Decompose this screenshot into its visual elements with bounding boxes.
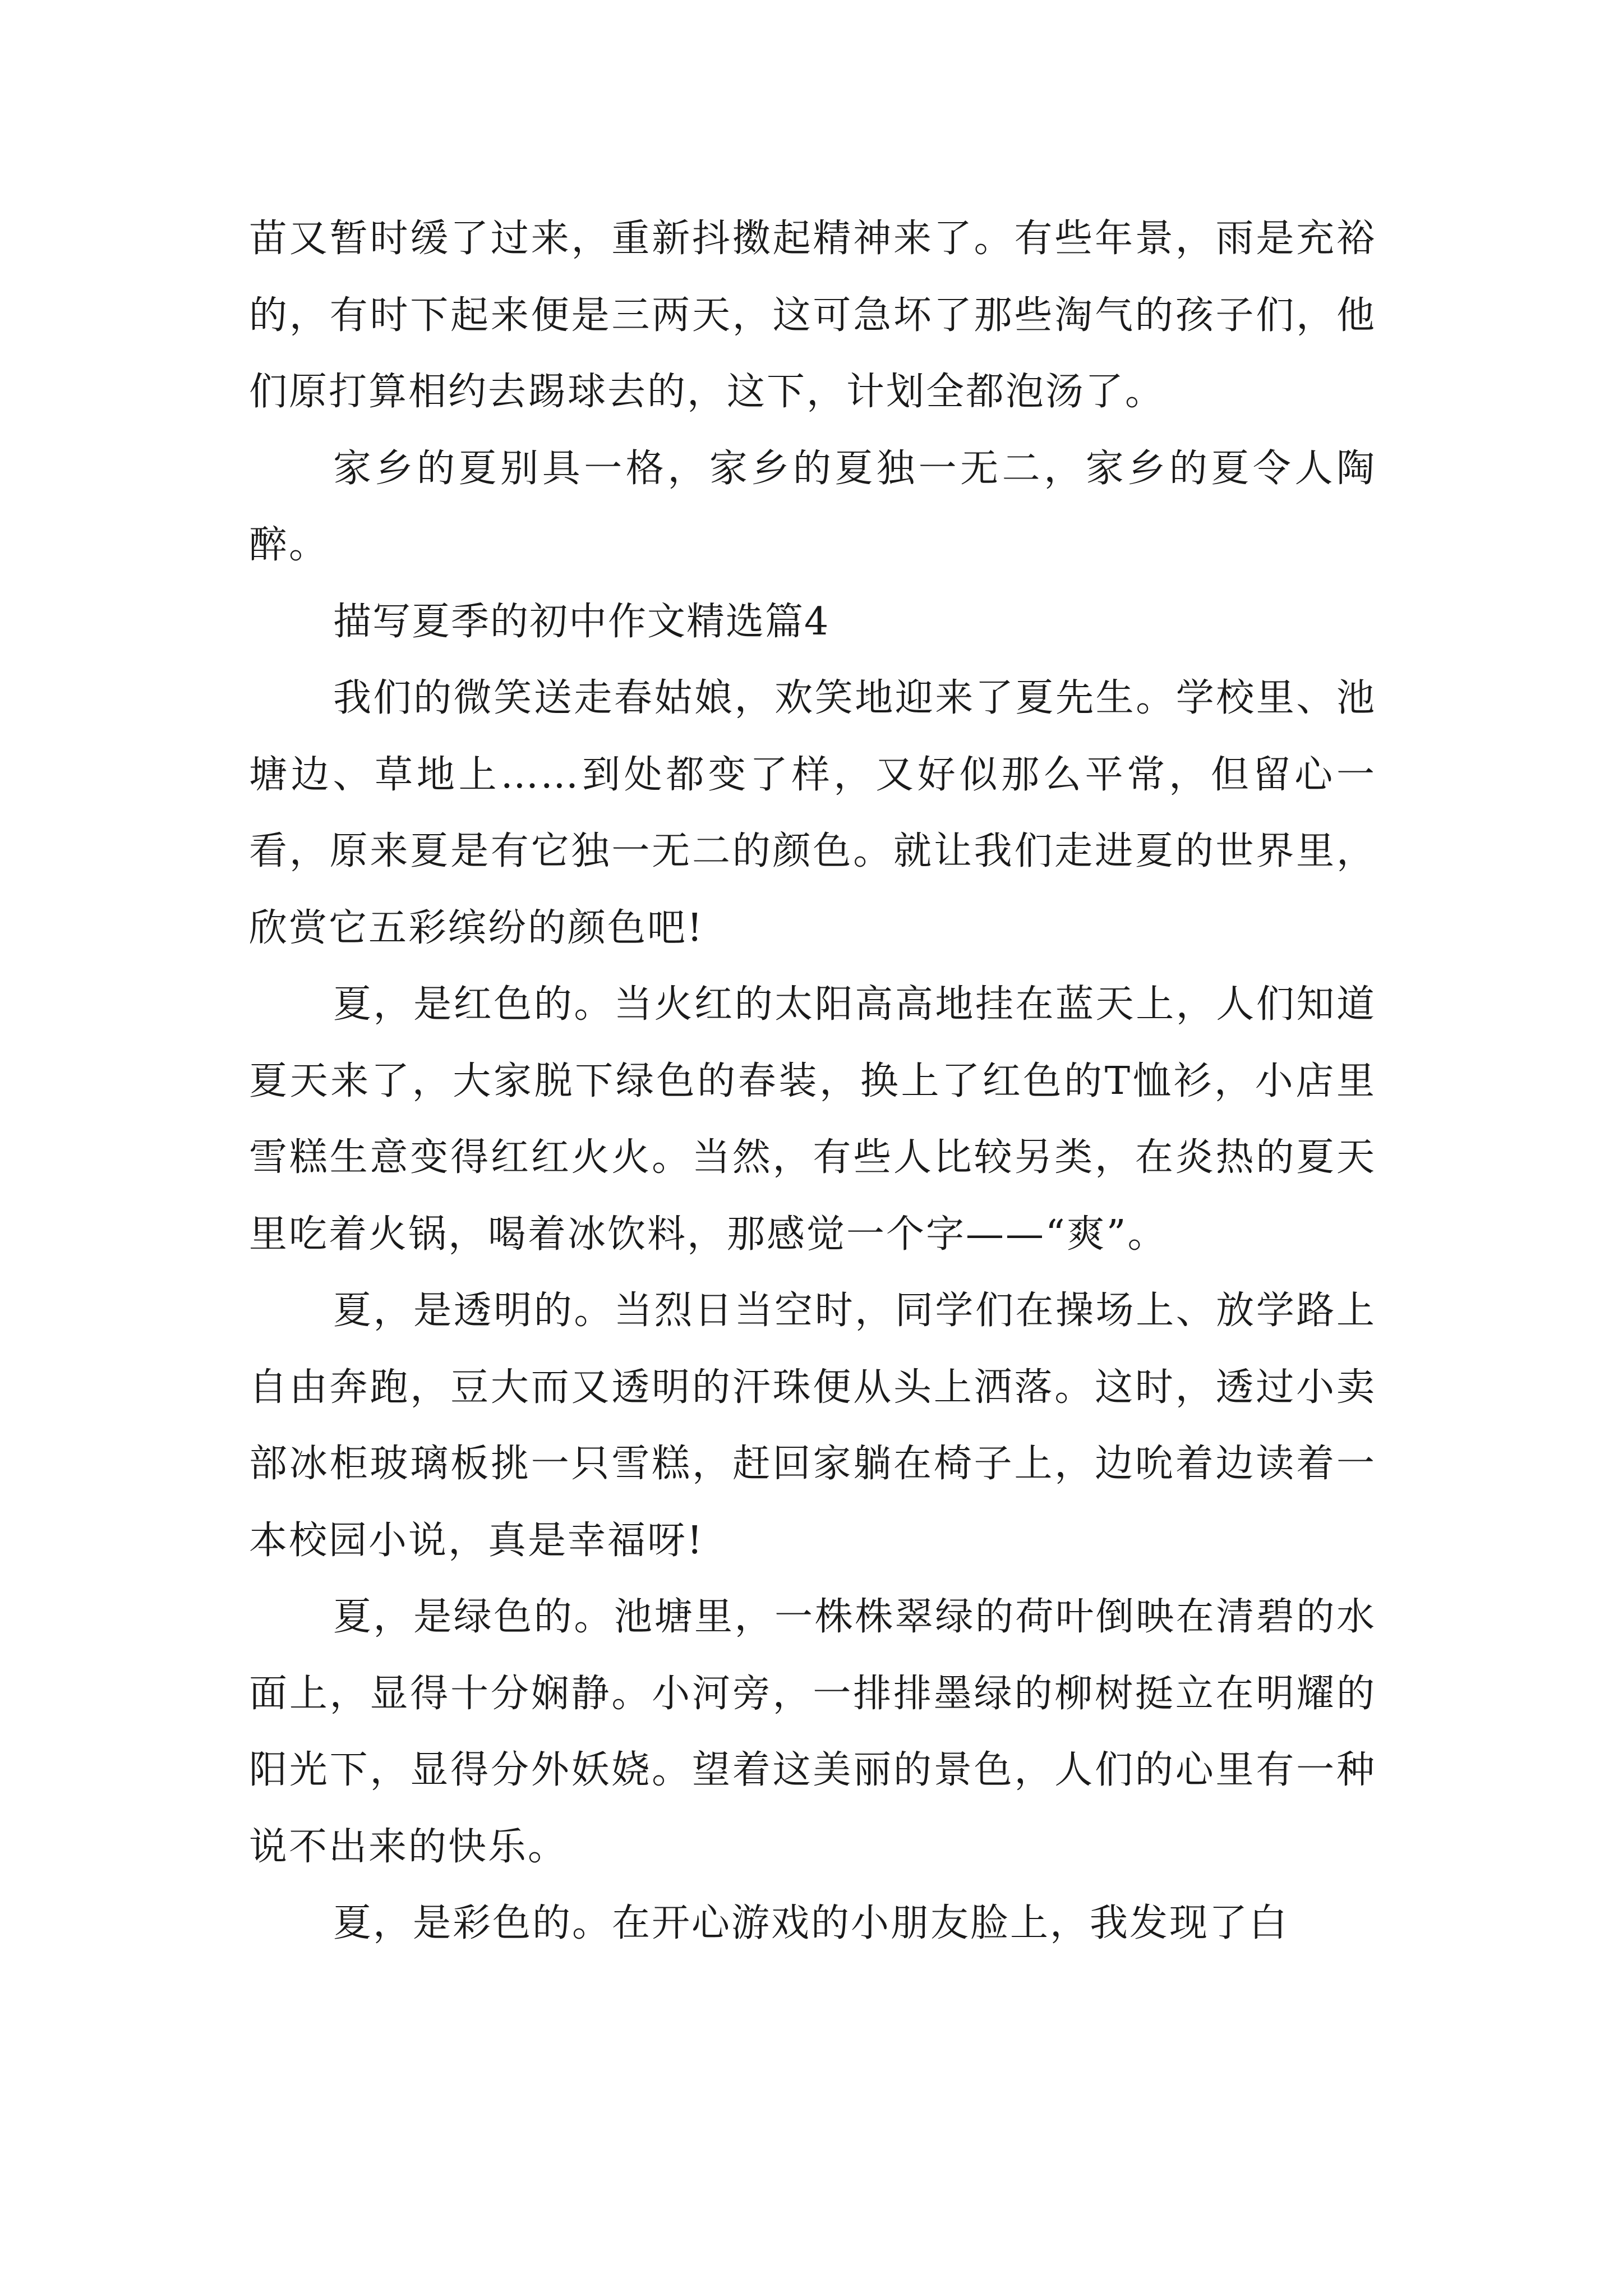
paragraph: 家乡的夏别具一格，家乡的夏独一无二，家乡的夏令人陶醉。 bbox=[249, 446, 1376, 567]
paragraph: 我们的微笑送走春姑娘，欢笑地迎来了夏先生。学校里、池塘边、草地上……到处都变了样，又好似那么平常，但留心一看，原来夏是有它独一无二的颜色。就让我们走进夏的世界里，欣赏它五彩缤纷的颜色吧! bbox=[249, 676, 1376, 950]
section-heading: 描写夏季的初中作文精选篇4 bbox=[333, 599, 830, 644]
paragraph: 夏，是红色的。当火红的太阳高高地挂在蓝天上，人们知道夏天来了，大家脱下绿色的春装，换上了红色的T恤衫，小店里雪糕生意变得红红火火。当然，有些人比较另类，在炎热的夏天里吃着火锅，喝着冰饮料，那感觉一个字——“爽”。 bbox=[249, 982, 1376, 1257]
paragraph-continued: 苗又暂时缓了过来，重新抖擞起精神来了。有些年景，雨是充裕的，有时下起来便是三两天，这可急坏了那些淘气的孩子们，他们原打算相约去踢球去的，这下，计划全都泡汤了。 bbox=[249, 217, 1376, 414]
paragraph: 夏，是绿色的。池塘里，一株株翠绿的荷叶倒映在清碧的水面上，显得十分娴静。小河旁，一排排墨绿的柳树挺立在明耀的阳光下，显得分外妖娆。望着这美丽的景色，人们的心里有一种说不出来的快乐。 bbox=[249, 1595, 1376, 1869]
paragraph: 夏，是透明的。当烈日当空时，同学们在操场上、放学路上自由奔跑，豆大而又透明的汗珠便从头上洒落。这时，透过小卖部冰柜玻璃板挑一只雪糕，赶回家躺在椅子上，边吮着边读着一本校园小说，真是幸福呀! bbox=[249, 1289, 1376, 1563]
paragraph: 夏，是彩色的。在开心游戏的小朋友脸上，我发现了白 bbox=[333, 1901, 1289, 1945]
document-body bbox=[249, 201, 1376, 1962]
